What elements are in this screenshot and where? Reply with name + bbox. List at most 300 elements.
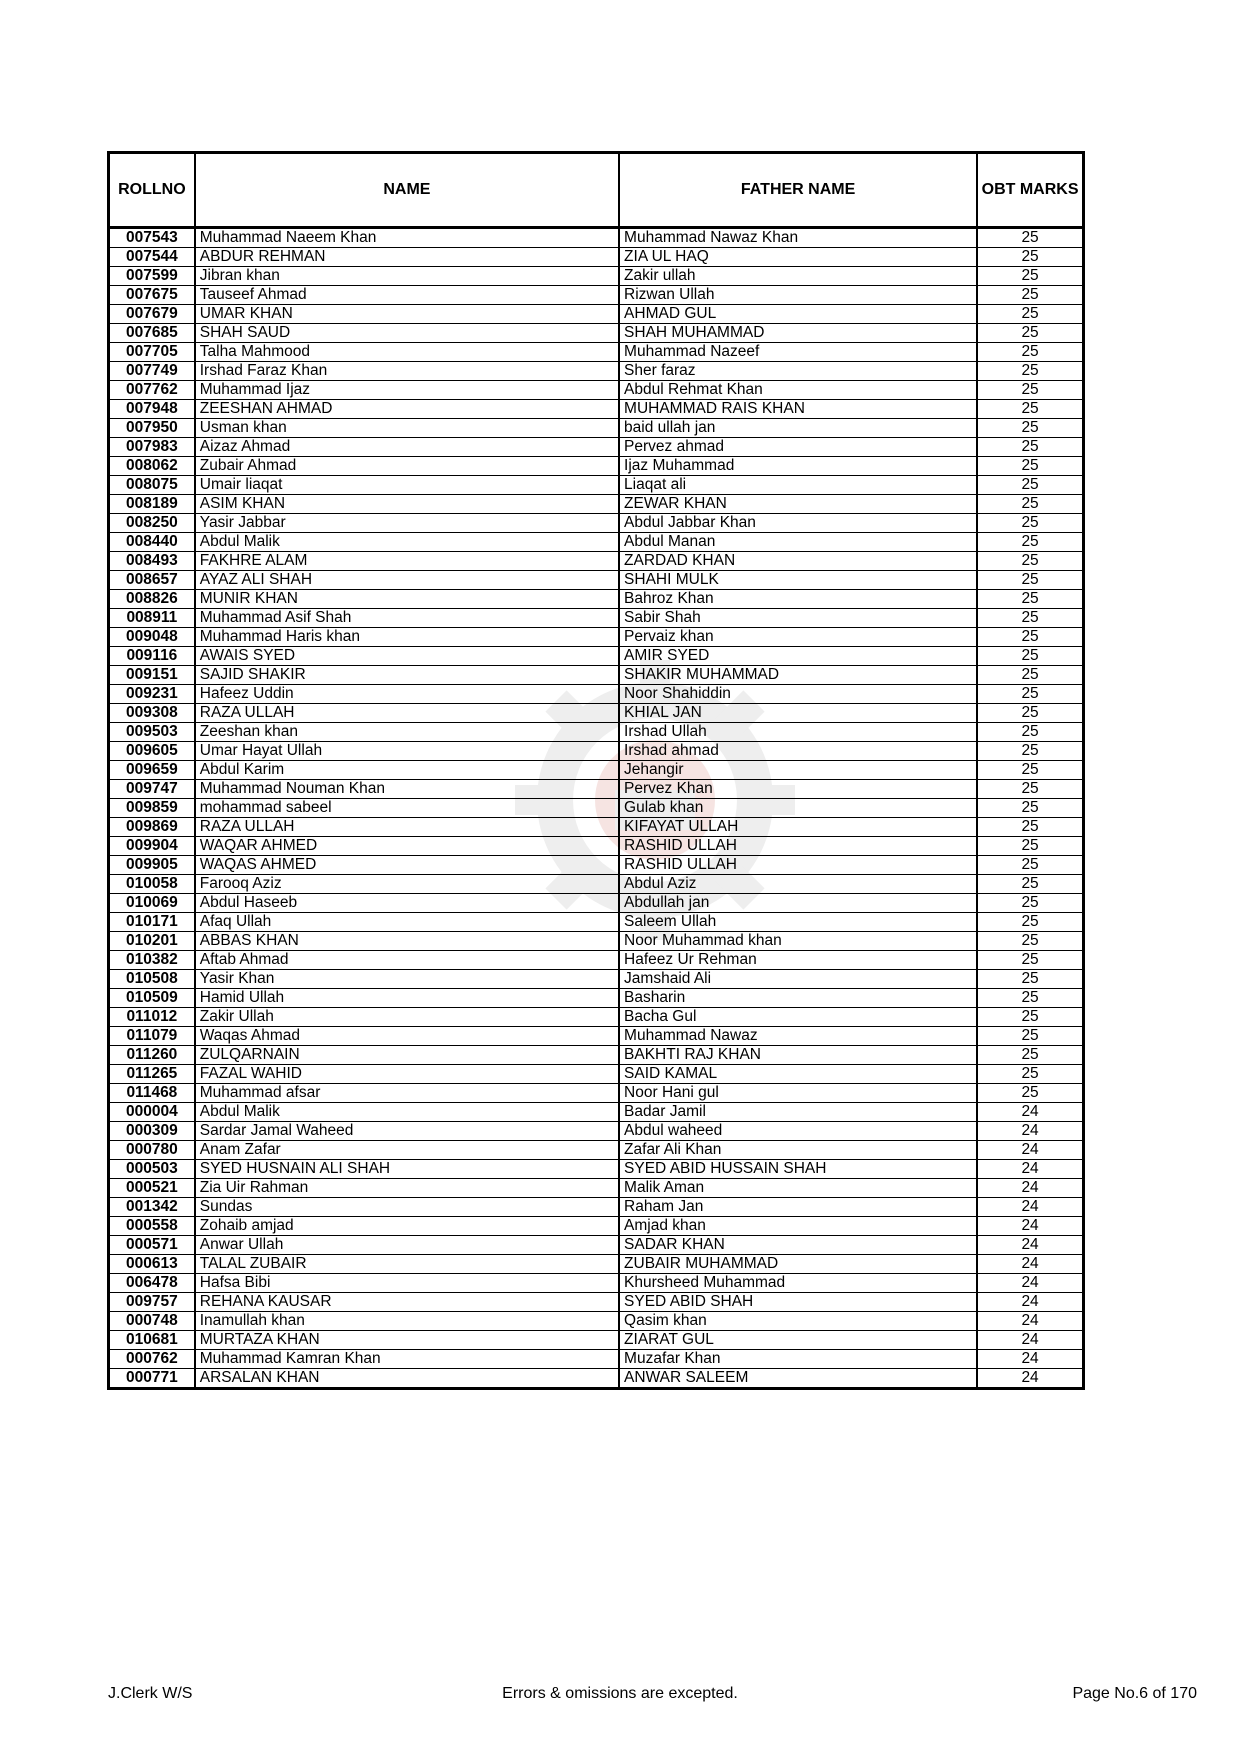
cell-rollno: 000004	[109, 1103, 195, 1122]
cell-father-name: Qasim khan	[619, 1312, 977, 1331]
cell-obt-marks: 25	[977, 438, 1083, 457]
cell-name: mohammad sabeel	[195, 799, 619, 818]
cell-obt-marks: 25	[977, 286, 1083, 305]
cell-rollno: 008075	[109, 476, 195, 495]
cell-name: Muhammad Asif Shah	[195, 609, 619, 628]
cell-father-name: SYED ABID HUSSAIN SHAH	[619, 1160, 977, 1179]
cell-rollno: 000762	[109, 1350, 195, 1369]
cell-father-name: Basharin	[619, 989, 977, 1008]
cell-father-name: Badar Jamil	[619, 1103, 977, 1122]
cell-name: Muhammad afsar	[195, 1084, 619, 1103]
cell-name: Muhammad Ijaz	[195, 381, 619, 400]
cell-rollno: 009116	[109, 647, 195, 666]
table-row	[109, 666, 1084, 685]
cell-obt-marks: 24	[977, 1274, 1083, 1293]
cell-name: Muhammad Naeem Khan	[195, 228, 619, 248]
table-row	[109, 761, 1084, 780]
cell-name: Abdul Malik	[195, 533, 619, 552]
cell-obt-marks: 25	[977, 742, 1083, 761]
cell-rollno: 009904	[109, 837, 195, 856]
cell-father-name: Sher faraz	[619, 362, 977, 381]
cell-obt-marks: 25	[977, 343, 1083, 362]
cell-father-name: KIFAYAT ULLAH	[619, 818, 977, 837]
cell-father-name: Rizwan Ullah	[619, 286, 977, 305]
table-row	[109, 400, 1084, 419]
cell-rollno: 010171	[109, 913, 195, 932]
cell-rollno: 000748	[109, 1312, 195, 1331]
table-row	[109, 970, 1084, 989]
cell-name: AWAIS SYED	[195, 647, 619, 666]
cell-rollno: 009308	[109, 704, 195, 723]
cell-obt-marks: 25	[977, 305, 1083, 324]
cell-name: TALAL ZUBAIR	[195, 1255, 619, 1274]
cell-obt-marks: 25	[977, 856, 1083, 875]
cell-father-name: baid ullah jan	[619, 419, 977, 438]
cell-obt-marks: 24	[977, 1103, 1083, 1122]
cell-name: Zakir Ullah	[195, 1008, 619, 1027]
cell-father-name: Noor Hani gul	[619, 1084, 977, 1103]
table-row	[109, 286, 1084, 305]
cell-father-name: Malik Aman	[619, 1179, 977, 1198]
cell-rollno: 010058	[109, 875, 195, 894]
table-row	[109, 1331, 1084, 1350]
cell-father-name: Muhammad Nawaz Khan	[619, 228, 977, 248]
cell-father-name: Muhammad Nawaz	[619, 1027, 977, 1046]
cell-obt-marks: 24	[977, 1293, 1083, 1312]
cell-rollno: 007705	[109, 343, 195, 362]
cell-rollno: 006478	[109, 1274, 195, 1293]
cell-name: REHANA KAUSAR	[195, 1293, 619, 1312]
cell-father-name: Muzafar Khan	[619, 1350, 977, 1369]
cell-rollno: 009231	[109, 685, 195, 704]
cell-obt-marks: 24	[977, 1312, 1083, 1331]
cell-obt-marks: 24	[977, 1236, 1083, 1255]
table-row	[109, 1217, 1084, 1236]
cell-name: Irshad Faraz Khan	[195, 362, 619, 381]
cell-name: Abdul Malik	[195, 1103, 619, 1122]
cell-name: SHAH SAUD	[195, 324, 619, 343]
cell-obt-marks: 25	[977, 1046, 1083, 1065]
table-row	[109, 1046, 1084, 1065]
cell-rollno: 007675	[109, 286, 195, 305]
cell-name: Zia Uir Rahman	[195, 1179, 619, 1198]
cell-name: WAQAR AHMED	[195, 837, 619, 856]
cell-name: Hafeez Uddin	[195, 685, 619, 704]
cell-obt-marks: 25	[977, 495, 1083, 514]
cell-father-name: SHAKIR MUHAMMAD	[619, 666, 977, 685]
cell-obt-marks: 25	[977, 704, 1083, 723]
cell-name: Muhammad Nouman Khan	[195, 780, 619, 799]
cell-father-name: Hafeez Ur Rehman	[619, 951, 977, 970]
cell-name: ARSALAN KHAN	[195, 1369, 619, 1389]
table-row	[109, 248, 1084, 267]
cell-rollno: 000521	[109, 1179, 195, 1198]
cell-obt-marks: 24	[977, 1350, 1083, 1369]
table-row	[109, 590, 1084, 609]
cell-name: Zohaib amjad	[195, 1217, 619, 1236]
cell-obt-marks: 24	[977, 1160, 1083, 1179]
cell-obt-marks: 25	[977, 818, 1083, 837]
cell-obt-marks: 24	[977, 1331, 1083, 1350]
cell-rollno: 007950	[109, 419, 195, 438]
cell-obt-marks: 25	[977, 913, 1083, 932]
cell-father-name: BAKHTI RAJ KHAN	[619, 1046, 977, 1065]
cell-father-name: Zafar Ali Khan	[619, 1141, 977, 1160]
cell-obt-marks: 24	[977, 1369, 1083, 1389]
cell-obt-marks: 25	[977, 1084, 1083, 1103]
cell-obt-marks: 25	[977, 894, 1083, 913]
cell-obt-marks: 25	[977, 799, 1083, 818]
table-row	[109, 1065, 1084, 1084]
cell-father-name: Ijaz Muhammad	[619, 457, 977, 476]
cell-obt-marks: 25	[977, 989, 1083, 1008]
cell-father-name: MUHAMMAD RAIS KHAN	[619, 400, 977, 419]
table-row	[109, 1179, 1084, 1198]
cell-rollno: 010201	[109, 932, 195, 951]
cell-rollno: 009859	[109, 799, 195, 818]
cell-father-name: Khursheed Muhammad	[619, 1274, 977, 1293]
cell-name: Abdul Karim	[195, 761, 619, 780]
table-row	[109, 856, 1084, 875]
cell-father-name: AHMAD GUL	[619, 305, 977, 324]
table-row	[109, 362, 1084, 381]
table-row	[109, 951, 1084, 970]
cell-father-name: Jamshaid Ali	[619, 970, 977, 989]
cell-rollno: 011468	[109, 1084, 195, 1103]
cell-rollno: 011012	[109, 1008, 195, 1027]
table-row	[109, 1141, 1084, 1160]
table-row	[109, 1122, 1084, 1141]
cell-rollno: 007543	[109, 228, 195, 248]
table-row	[109, 305, 1084, 324]
cell-name: Talha Mahmood	[195, 343, 619, 362]
cell-father-name: SHAHI MULK	[619, 571, 977, 590]
table-row	[109, 419, 1084, 438]
table-row	[109, 1084, 1084, 1103]
cell-obt-marks: 25	[977, 951, 1083, 970]
cell-rollno: 008657	[109, 571, 195, 590]
cell-rollno: 010681	[109, 1331, 195, 1350]
table-row	[109, 818, 1084, 837]
table-row	[109, 647, 1084, 666]
table-row	[109, 704, 1084, 723]
cell-rollno: 007679	[109, 305, 195, 324]
cell-name: Muhammad Kamran Khan	[195, 1350, 619, 1369]
cell-rollno: 011265	[109, 1065, 195, 1084]
cell-father-name: Abdul Manan	[619, 533, 977, 552]
cell-father-name: Abdul Rehmat Khan	[619, 381, 977, 400]
cell-rollno: 009151	[109, 666, 195, 685]
cell-rollno: 010382	[109, 951, 195, 970]
footer-disclaimer: Errors & omissions are excepted.	[502, 1685, 738, 1702]
cell-father-name: Amjad khan	[619, 1217, 977, 1236]
cell-name: Waqas Ahmad	[195, 1027, 619, 1046]
table-row	[109, 1293, 1084, 1312]
cell-father-name: Irshad Ullah	[619, 723, 977, 742]
table-row	[109, 913, 1084, 932]
cell-obt-marks: 25	[977, 248, 1083, 267]
cell-name: MURTAZA KHAN	[195, 1331, 619, 1350]
table-row	[109, 1198, 1084, 1217]
table-row	[109, 1350, 1084, 1369]
table-row	[109, 1369, 1084, 1389]
cell-rollno: 008440	[109, 533, 195, 552]
table-row	[109, 628, 1084, 647]
table-row	[109, 457, 1084, 476]
table-body	[109, 228, 1084, 1389]
cell-rollno: 000780	[109, 1141, 195, 1160]
cell-obt-marks: 25	[977, 533, 1083, 552]
cell-rollno: 001342	[109, 1198, 195, 1217]
cell-obt-marks: 25	[977, 1027, 1083, 1046]
cell-father-name: RASHID ULLAH	[619, 837, 977, 856]
cell-name: Anwar Ullah	[195, 1236, 619, 1255]
table-row	[109, 837, 1084, 856]
cell-father-name: ZARDAD KHAN	[619, 552, 977, 571]
table-row	[109, 324, 1084, 343]
cell-father-name: Pervez Khan	[619, 780, 977, 799]
table-row	[109, 609, 1084, 628]
cell-rollno: 010508	[109, 970, 195, 989]
cell-obt-marks: 24	[977, 1122, 1083, 1141]
cell-name: Anam Zafar	[195, 1141, 619, 1160]
footer-clerk: J.Clerk W/S	[108, 1685, 193, 1702]
cell-name: Yasir Khan	[195, 970, 619, 989]
table-header-row	[109, 153, 1084, 228]
cell-rollno: 000558	[109, 1217, 195, 1236]
table-row	[109, 799, 1084, 818]
cell-name: Zeeshan khan	[195, 723, 619, 742]
cell-name: Yasir Jabbar	[195, 514, 619, 533]
cell-name: Afaq Ullah	[195, 913, 619, 932]
cell-father-name: SYED ABID SHAH	[619, 1293, 977, 1312]
cell-name: Jibran khan	[195, 267, 619, 286]
cell-obt-marks: 25	[977, 419, 1083, 438]
cell-father-name: SAID KAMAL	[619, 1065, 977, 1084]
cell-rollno: 009659	[109, 761, 195, 780]
header-rollno: ROLLNO	[109, 153, 195, 228]
table-row	[109, 476, 1084, 495]
table-row	[109, 267, 1084, 286]
table-row	[109, 381, 1084, 400]
cell-obt-marks: 25	[977, 609, 1083, 628]
cell-obt-marks: 25	[977, 723, 1083, 742]
cell-rollno: 000503	[109, 1160, 195, 1179]
cell-name: Umar Hayat Ullah	[195, 742, 619, 761]
cell-obt-marks: 25	[977, 647, 1083, 666]
cell-rollno: 009605	[109, 742, 195, 761]
cell-obt-marks: 24	[977, 1198, 1083, 1217]
table-row	[109, 1008, 1084, 1027]
cell-obt-marks: 25	[977, 1065, 1083, 1084]
table-row	[109, 989, 1084, 1008]
cell-rollno: 000771	[109, 1369, 195, 1389]
cell-father-name: ANWAR SALEEM	[619, 1369, 977, 1389]
cell-name: ABBAS KHAN	[195, 932, 619, 951]
cell-rollno: 007983	[109, 438, 195, 457]
table-row	[109, 1027, 1084, 1046]
cell-name: ASIM KHAN	[195, 495, 619, 514]
cell-father-name: RASHID ULLAH	[619, 856, 977, 875]
cell-name: Aftab Ahmad	[195, 951, 619, 970]
cell-father-name: Abdul Aziz	[619, 875, 977, 894]
cell-father-name: Gulab khan	[619, 799, 977, 818]
cell-obt-marks: 25	[977, 970, 1083, 989]
cell-rollno: 000571	[109, 1236, 195, 1255]
cell-father-name: Jehangir	[619, 761, 977, 780]
table-row	[109, 1312, 1084, 1331]
cell-rollno: 009869	[109, 818, 195, 837]
header-name: NAME	[195, 153, 619, 228]
table-row	[109, 723, 1084, 742]
cell-obt-marks: 25	[977, 571, 1083, 590]
cell-rollno: 010509	[109, 989, 195, 1008]
cell-obt-marks: 25	[977, 362, 1083, 381]
table-row	[109, 514, 1084, 533]
cell-obt-marks: 25	[977, 666, 1083, 685]
cell-father-name: Irshad ahmad	[619, 742, 977, 761]
cell-father-name: AMIR SYED	[619, 647, 977, 666]
cell-father-name: ZUBAIR MUHAMMAD	[619, 1255, 977, 1274]
cell-obt-marks: 25	[977, 228, 1083, 248]
cell-name: Aizaz Ahmad	[195, 438, 619, 457]
cell-name: RAZA ULLAH	[195, 818, 619, 837]
cell-obt-marks: 25	[977, 837, 1083, 856]
cell-obt-marks: 25	[977, 324, 1083, 343]
cell-obt-marks: 25	[977, 552, 1083, 571]
cell-rollno: 009757	[109, 1293, 195, 1312]
cell-rollno: 009747	[109, 780, 195, 799]
cell-name: ZULQARNAIN	[195, 1046, 619, 1065]
cell-rollno: 010069	[109, 894, 195, 913]
cell-obt-marks: 24	[977, 1141, 1083, 1160]
cell-father-name: Abdul waheed	[619, 1122, 977, 1141]
cell-father-name: Bahroz Khan	[619, 590, 977, 609]
cell-name: Tauseef Ahmad	[195, 286, 619, 305]
cell-name: Umair liaqat	[195, 476, 619, 495]
cell-father-name: Pervaiz khan	[619, 628, 977, 647]
table-row	[109, 1255, 1084, 1274]
cell-name: MUNIR KHAN	[195, 590, 619, 609]
cell-father-name: Abdullah jan	[619, 894, 977, 913]
cell-obt-marks: 25	[977, 932, 1083, 951]
cell-obt-marks: 25	[977, 381, 1083, 400]
cell-rollno: 011260	[109, 1046, 195, 1065]
cell-obt-marks: 25	[977, 1008, 1083, 1027]
cell-name: Sundas	[195, 1198, 619, 1217]
cell-name: RAZA ULLAH	[195, 704, 619, 723]
cell-obt-marks: 25	[977, 780, 1083, 799]
cell-father-name: SHAH MUHAMMAD	[619, 324, 977, 343]
cell-name: Farooq Aziz	[195, 875, 619, 894]
table-row	[109, 495, 1084, 514]
results-table	[107, 151, 1085, 1390]
cell-name: Zubair Ahmad	[195, 457, 619, 476]
cell-name: ZEESHAN AHMAD	[195, 400, 619, 419]
table-row	[109, 1103, 1084, 1122]
cell-rollno: 007685	[109, 324, 195, 343]
cell-name: SAJID SHAKIR	[195, 666, 619, 685]
cell-father-name: Liaqat ali	[619, 476, 977, 495]
table-row	[109, 1274, 1084, 1293]
table-row	[109, 742, 1084, 761]
cell-name: Usman khan	[195, 419, 619, 438]
cell-rollno: 009503	[109, 723, 195, 742]
cell-rollno: 008493	[109, 552, 195, 571]
cell-father-name: Saleem Ullah	[619, 913, 977, 932]
cell-obt-marks: 25	[977, 761, 1083, 780]
table-row	[109, 1160, 1084, 1179]
table-row	[109, 343, 1084, 362]
cell-rollno: 009905	[109, 856, 195, 875]
cell-name: Abdul Haseeb	[195, 894, 619, 913]
cell-rollno: 008911	[109, 609, 195, 628]
cell-father-name: Pervez ahmad	[619, 438, 977, 457]
cell-name: Muhammad Haris khan	[195, 628, 619, 647]
cell-rollno: 007749	[109, 362, 195, 381]
table-row	[109, 552, 1084, 571]
cell-rollno: 008062	[109, 457, 195, 476]
cell-father-name: SADAR KHAN	[619, 1236, 977, 1255]
footer-page-number: Page No.6 of 170	[1072, 1685, 1197, 1702]
cell-father-name: Noor Shahiddin	[619, 685, 977, 704]
cell-name: UMAR KHAN	[195, 305, 619, 324]
cell-rollno: 011079	[109, 1027, 195, 1046]
header-obt-marks: OBT MARKS	[977, 153, 1083, 228]
cell-father-name: Raham Jan	[619, 1198, 977, 1217]
cell-father-name: Zakir ullah	[619, 267, 977, 286]
cell-obt-marks: 25	[977, 514, 1083, 533]
cell-obt-marks: 24	[977, 1217, 1083, 1236]
table-row	[109, 685, 1084, 704]
cell-father-name: Abdul Jabbar Khan	[619, 514, 977, 533]
table-row	[109, 875, 1084, 894]
cell-rollno: 008189	[109, 495, 195, 514]
cell-obt-marks: 25	[977, 628, 1083, 647]
cell-rollno: 007948	[109, 400, 195, 419]
cell-father-name: Muhammad Nazeef	[619, 343, 977, 362]
cell-rollno: 007544	[109, 248, 195, 267]
cell-father-name: ZIARAT GUL	[619, 1331, 977, 1350]
cell-obt-marks: 25	[977, 267, 1083, 286]
cell-obt-marks: 25	[977, 875, 1083, 894]
cell-name: Sardar Jamal Waheed	[195, 1122, 619, 1141]
cell-father-name: Sabir Shah	[619, 609, 977, 628]
cell-father-name: Bacha Gul	[619, 1008, 977, 1027]
cell-father-name: ZIA UL HAQ	[619, 248, 977, 267]
cell-obt-marks: 25	[977, 685, 1083, 704]
cell-rollno: 007599	[109, 267, 195, 286]
table-row	[109, 571, 1084, 590]
cell-name: FAKHRE ALAM	[195, 552, 619, 571]
cell-rollno: 009048	[109, 628, 195, 647]
cell-rollno: 000613	[109, 1255, 195, 1274]
table-row	[109, 438, 1084, 457]
cell-rollno: 007762	[109, 381, 195, 400]
cell-father-name: Noor Muhammad khan	[619, 932, 977, 951]
table-row	[109, 780, 1084, 799]
cell-name: SYED HUSNAIN ALI SHAH	[195, 1160, 619, 1179]
cell-obt-marks: 24	[977, 1255, 1083, 1274]
table-row	[109, 533, 1084, 552]
cell-name: Hamid Ullah	[195, 989, 619, 1008]
table-row	[109, 1236, 1084, 1255]
cell-name: AYAZ ALI SHAH	[195, 571, 619, 590]
cell-name: Inamullah khan	[195, 1312, 619, 1331]
cell-rollno: 008826	[109, 590, 195, 609]
table-row	[109, 894, 1084, 913]
cell-obt-marks: 24	[977, 1179, 1083, 1198]
